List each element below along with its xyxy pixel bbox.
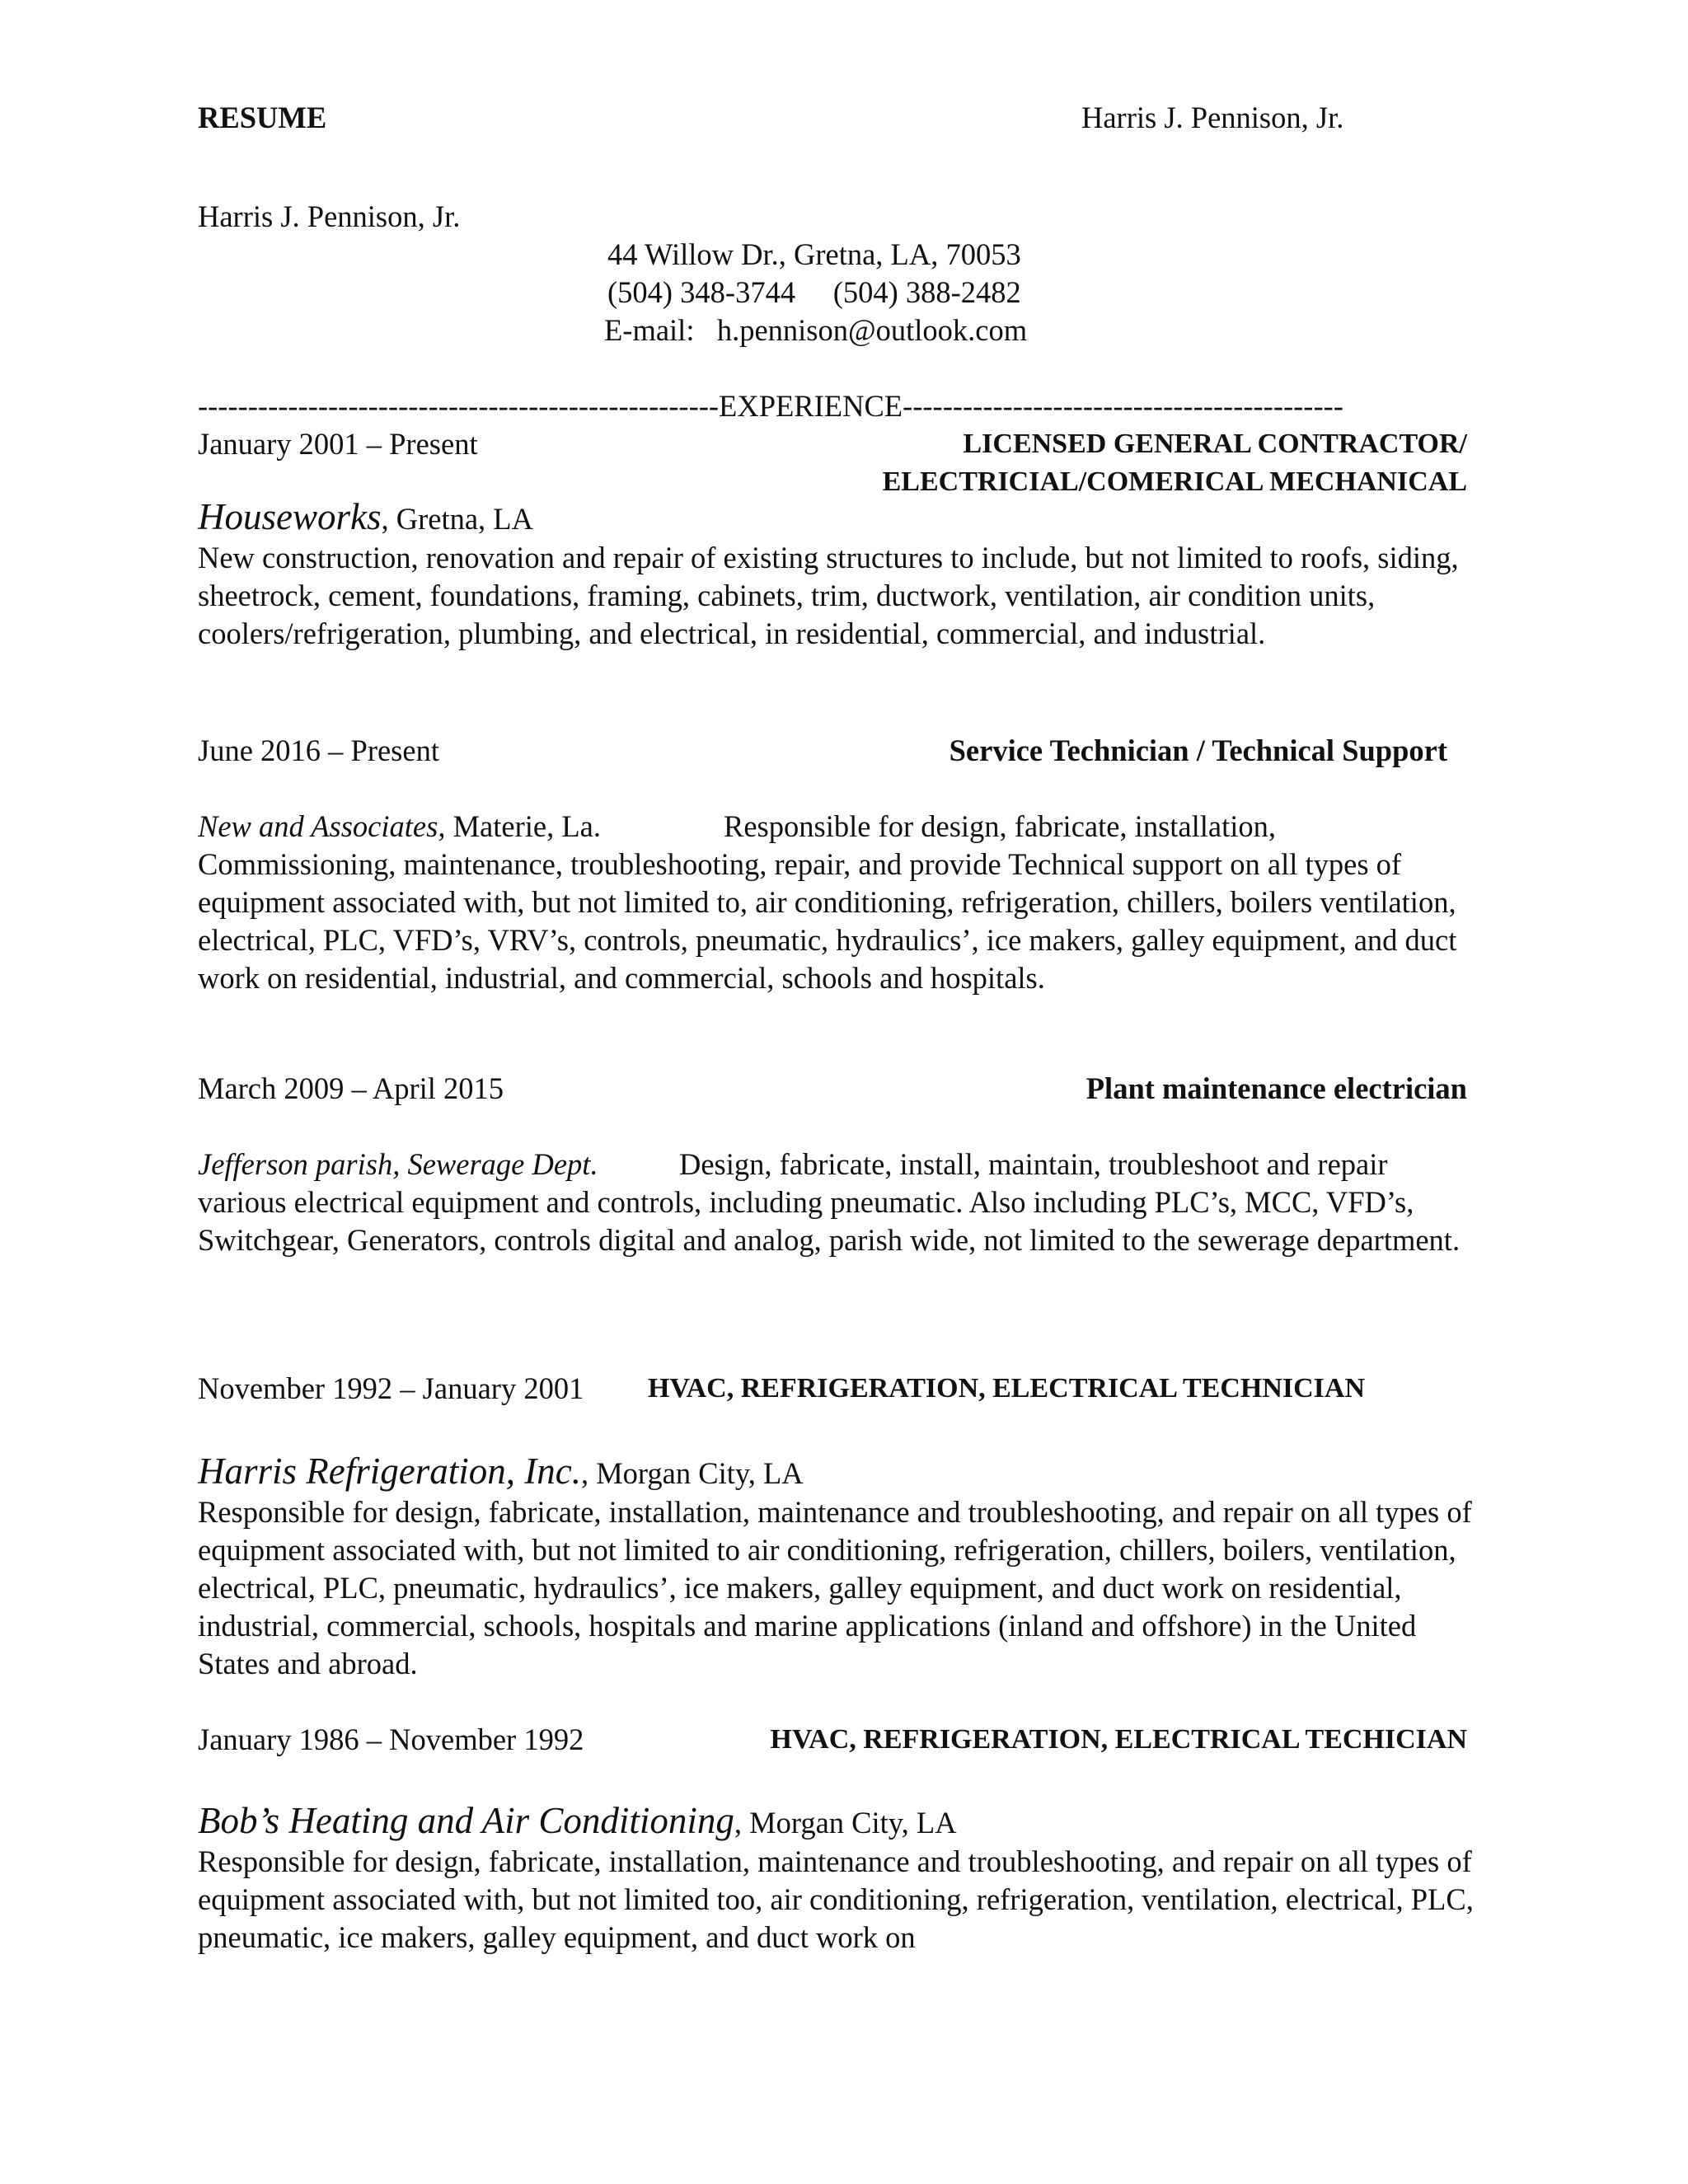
company-location: , Morgan City, LA xyxy=(734,1806,957,1840)
job-title: Plant maintenance electrician xyxy=(1085,1071,1467,1105)
job-description: New construction, renovation and repair of existing structures to include, but not limited to roofs, siding, sheetrock, cement, foundations, framing, cabinets, trim, ductwork, ventilation, air condition units, coolers/refrigeration, plumbing, and electrical, in residential, commercial, and industrial. xyxy=(198,541,1459,650)
header-name: Harris J. Pennison, Jr. xyxy=(1081,101,1344,134)
contact-email-line xyxy=(604,312,1027,349)
job-description: Responsible for design, fabricate, installation, maintenance and troubleshooting, and repair on all types of equipment associated with, but not limited to air conditioning, refrigeration, chillers, boilers, ventilation, electrical, PLC, pneumatic, hydraulics’, ice makers, galley equipment, and duct work on residential, industrial, commercial, schools, hospitals and marine applications (inland and offshore) in the United States and abroad. xyxy=(198,1495,1472,1680)
company-name: Bob’s Heating and Air Conditioning xyxy=(198,1800,734,1841)
job-description-lead: Design, fabricate, install, maintain, troubleshoot and repair xyxy=(679,1147,1388,1181)
email-address: h.pennison@outlook.com xyxy=(716,313,1028,347)
company-name: Harris Refrigeration, Inc. xyxy=(198,1451,581,1492)
job-dates: January 2001 – Present xyxy=(198,427,478,461)
job-description-lead: Responsible for design, fabricate, installation, xyxy=(724,809,1277,843)
company-line xyxy=(198,808,601,846)
email-label: E-mail: xyxy=(604,313,695,347)
company-line xyxy=(198,498,533,538)
contact-address: 44 Willow Dr., Gretna, LA, 70053 xyxy=(607,237,1021,271)
job-dates: March 2009 – April 2015 xyxy=(198,1071,504,1105)
company-name: New and Associates, xyxy=(198,809,446,843)
job-title: HVAC, REFRIGERATION, ELECTRICAL TECHNICIAN xyxy=(648,1373,1366,1404)
job-dates: January 1986 – November 1992 xyxy=(198,1722,584,1756)
job-title: LICENSED GENERAL CONTRACTOR/ xyxy=(963,429,1467,459)
resume-heading: RESUME xyxy=(198,101,327,134)
experience-divider: ----------------------------------------------------EXPERIENCE-------------------------------------------- xyxy=(198,389,1343,423)
company-location: , Morgan City, LA xyxy=(580,1456,804,1490)
job-title-continued: ELECTRICIAL/COMERICAL MECHANICAL xyxy=(882,466,1467,497)
company-name: Houseworks xyxy=(198,496,382,537)
job-description: Responsible for design, fabricate, installation, maintenance and troubleshooting, and repair on all types of equipment associated with, but not limited too, air conditioning, refrigeration, ventilation, electrical, PLC, pneumatic, ice makers, galley equipment, and duct work on xyxy=(198,1844,1474,1954)
job-description: Commissioning, maintenance, troubleshooting, repair, and provide Technical support on all types of equipment associated with, but not limited to, air conditioning, refrigeration, chillers, boilers ventilation, electrical, PLC, VFD’s, VRV’s, controls, pneumatic, hydraulics’, ice makers, galley equipment, and duct work on residential, industrial, and commercial, schools and hospitals. xyxy=(198,847,1457,995)
job-title: Service Technician / Technical Support xyxy=(949,733,1447,767)
company-location: , Gretna, LA xyxy=(381,502,533,536)
company-line xyxy=(198,1452,804,1493)
job-dates: June 2016 – Present xyxy=(198,733,439,767)
company-location: Materie, La. xyxy=(445,809,601,843)
company-name: Jefferson parish, Sewerage Dept. xyxy=(198,1147,598,1181)
job-description: various electrical equipment and controls, including pneumatic. Also including PLC’s, MCC, VFD’s, Switchgear, Generators, controls digital and analog, parish wide, not limited to the sewerage department. xyxy=(198,1185,1461,1257)
job-title: HVAC, REFRIGERATION, ELECTRICAL TECHICIAN xyxy=(770,1724,1467,1755)
company-line xyxy=(198,1802,957,1842)
contact-phones: (504) 348-3744 (504) 388-2482 xyxy=(607,275,1021,309)
contact-name: Harris J. Pennison, Jr. xyxy=(198,199,461,233)
job-dates: November 1992 – January 2001 xyxy=(198,1371,584,1405)
